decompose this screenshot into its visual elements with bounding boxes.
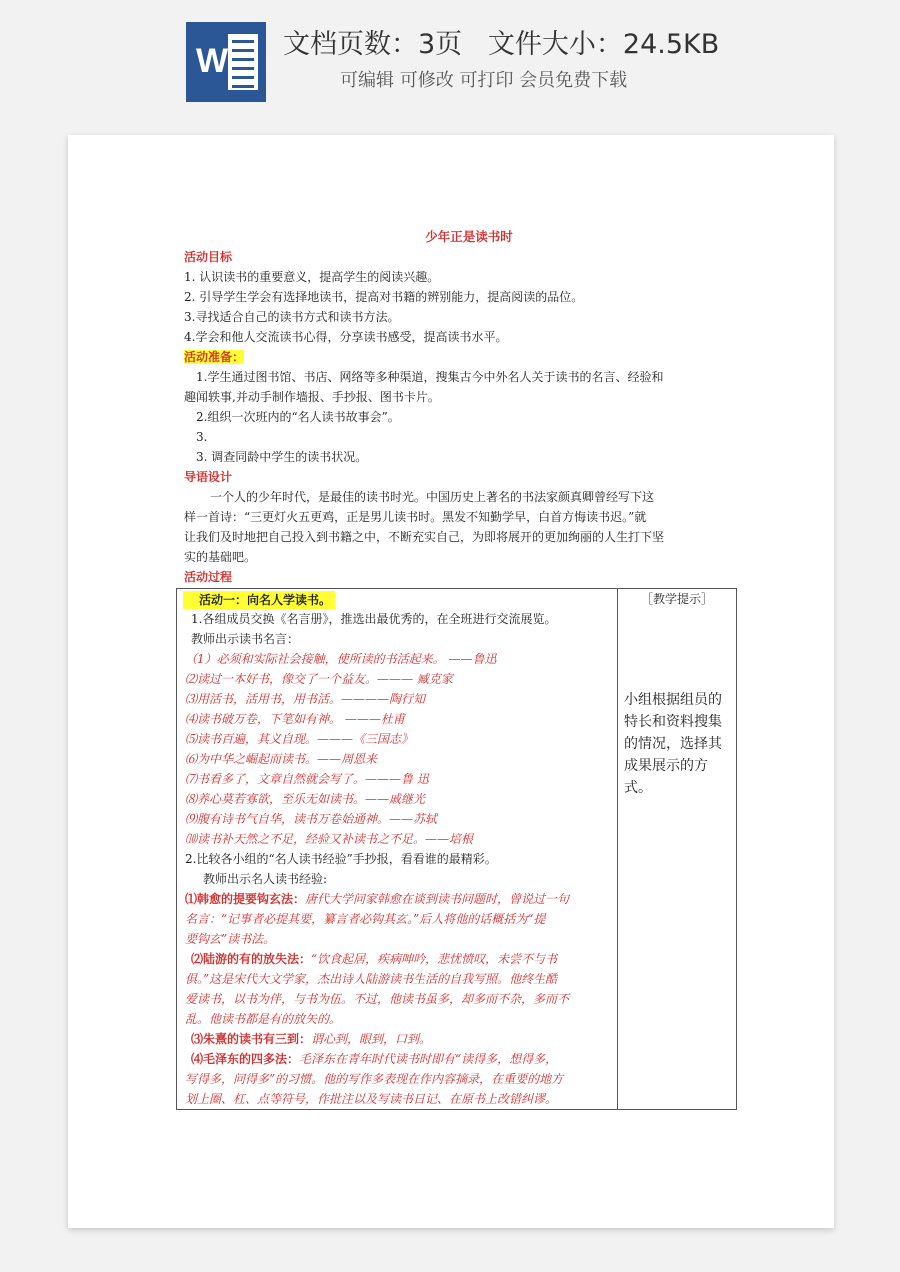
activity-heading: 活动一：向名人学读书。 [183, 591, 335, 609]
activity-table [176, 588, 737, 1110]
quote-line: ⑷读书破万卷，下笔如有神。 ———杜甫 [185, 712, 405, 726]
experience-line [177, 1029, 617, 1049]
intro-line: 让我们及时地把自己投入到书籍之中，不断充实自己，为即将展开的更加绚丽的人生打下坚 [184, 530, 665, 544]
experience-line: 爱读书，以书为伴，与书为伍。不过，他读书虽多，却多而不杂，多而不 [185, 992, 570, 1006]
document-body [184, 227, 744, 587]
quote-line: ⑹为中华之崛起而读书。——周恩来 [185, 752, 378, 766]
activity-line: 教师出示读书名言： [191, 632, 300, 646]
experience-label: ⑷毛泽东的四多法： [191, 1052, 300, 1066]
experience-line: 要钩玄”读书法。 [185, 932, 276, 946]
word-doc-icon [186, 22, 266, 102]
experience-text: 毛泽东在青年时代读书时即有“读得多，想得多， [299, 1052, 558, 1066]
doc-info-title: 文档页数：3页 文件大小：24.5KB [283, 29, 720, 60]
activity-line: 1.各组成员交换《名言册》，推选出最优秀的，在全班进行交流展览。 [191, 612, 557, 626]
goal-line: 1. 认识读书的重要意义，提高学生的阅读兴趣。 [184, 270, 440, 284]
goal-line: 4.学会和他人交流读书心得，分享读书感受，提高读书水平。 [184, 330, 508, 344]
experience-label: ⑶朱熹的读书有三到： [191, 1032, 312, 1046]
experience-line: 写得多，问得多”的习惯。他的写作多表现在作内容摘录，在重要的地方 [185, 1072, 564, 1086]
experience-label: ⑵陆游的有的放失法： [191, 952, 312, 966]
intro-heading: 导语设计 [184, 470, 233, 484]
quote-line: ⑼腹有诗书气自华，读书万卷始通神。——苏轼 [185, 812, 438, 826]
quote-line: ⑸读书百遍，其义自现。———《三国志》 [185, 732, 414, 746]
word-icon-letter: W [196, 42, 229, 80]
prep-line: 趣闻轶事,并动手制作墙报、手抄报、图书卡片。 [184, 390, 440, 404]
intro-line: 样一首诗：“三更灯火五更鸡，正是男儿读书时。黑发不知勤学早，白首方悔读书迟。”就 [184, 510, 647, 524]
experience-line [177, 949, 617, 969]
document-page [68, 135, 834, 1228]
prep-line: 3. 调查同龄中学生的读书状况。 [196, 450, 368, 464]
prep-line: 1.学生通过图书馆、书店、网络等多种渠道，搜集古今中外名人关于读书的名言、经验和 [196, 370, 664, 384]
prep-heading-text: 活动准备： [184, 350, 245, 364]
teaching-tip-body: 小组根据组员的特长和资料搜集的情况，选择其成果展示的方式。 [624, 692, 722, 796]
experience-text: 谓心到，眼到，口到。 [311, 1032, 432, 1046]
experience-line [177, 889, 617, 909]
quote-line: ⑽读书补天然之不足，经验又补读书之不足。——培根 [185, 832, 474, 846]
experience-text: “饮食起居，疾病呻吟，悲忧愤叹，未尝不与书 [311, 952, 558, 966]
prep-heading [184, 347, 744, 367]
intro-line: 实的基础吧。 [184, 550, 257, 564]
intro-line: 一个人的少年时代，是最佳的读书时光。中国历史上著名的书法家颜真卿曾经写下这 [210, 490, 655, 504]
activity-line: 教师出示名人读书经验: [203, 872, 328, 886]
prep-line: 3. [196, 430, 208, 444]
activity-line: 2.比较各小组的“名人读书经验”手抄报，看看谁的最精彩。 [185, 852, 497, 866]
quote-line: ⑶用活书，活用书，用书活。————陶行知 [185, 692, 426, 706]
activity-content-cell [177, 589, 618, 1110]
quote-line: （1）必须和实际社会接触，使所读的书活起来。 ——鲁迅 [185, 652, 497, 666]
experience-line: 划上圈、杠、点等符号，作批注以及写读书日记、在原书上改错纠谬。 [185, 1092, 558, 1106]
goal-line: 2. 引导学生学会有选择地读书，提高对书籍的辨别能力，提高阅读的品位。 [184, 290, 584, 304]
word-icon-page [228, 34, 258, 90]
experience-line: 名言：“记事者必提其要，纂言者必钩其玄。”后人将他的话概括为“提 [185, 912, 546, 926]
process-heading: 活动过程 [184, 570, 233, 584]
doc-info-subtitle: 可编辑 可修改 可打印 会员免费下载 [340, 70, 628, 91]
quote-line: ⑵读过一本好书，像交了一个益友。——— 臧克家 [185, 672, 453, 686]
quote-line: ⑻养心莫若寡欲，至乐无如读书。——戚继光 [185, 792, 426, 806]
goal-heading: 活动目标 [184, 250, 233, 264]
teaching-tip-cell [618, 589, 737, 1110]
experience-line: 俱。”这是宋代大文学家，杰出诗人陆游读书生活的自我写照。他终生酷 [185, 972, 558, 986]
teaching-tip-heading: ［教学提示］ [640, 592, 713, 606]
experience-label: ⑴韩愈的提要钩玄法： [185, 892, 306, 906]
quote-line: ⑺书看多了，文章自然就会写了。———鲁 迅 [185, 772, 429, 786]
experience-line: 乱。他读书都是有的放矢的。 [185, 1012, 342, 1026]
experience-text: 唐代大学问家韩愈在谈到读书问题时，曾说过一句 [305, 892, 570, 906]
prep-line: 2.组织一次班内的“名人读书故事会”。 [196, 410, 400, 424]
doc-title: 少年正是读书时 [425, 229, 513, 244]
header [0, 0, 900, 120]
experience-line [177, 1049, 617, 1069]
goal-line: 3.寻找适合自己的读书方式和读书方法。 [184, 310, 400, 324]
